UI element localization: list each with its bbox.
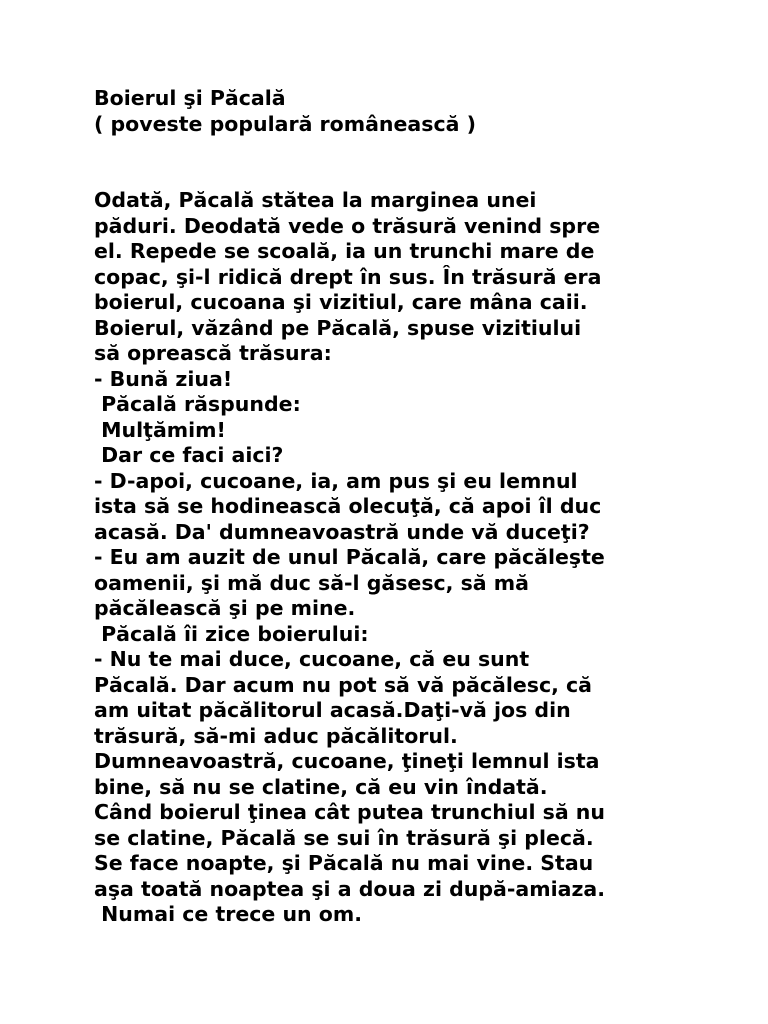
story-line: Odată, Păcală stătea la marginea unei [94, 188, 537, 212]
story-line: acasă. Da' dumneavoastră unde vă duceţi? [94, 519, 590, 544]
story-line: ista să se hodinească olecuţă, că apoi îl duc [94, 494, 602, 518]
story-line: păcălească şi pe mine. [94, 596, 356, 620]
story-line: Dar ce faci aici? [94, 443, 284, 467]
story-line: el. Repede se scoală, ia un trunchi mare de [94, 239, 595, 263]
story-line: Se face noapte, şi Păcală nu mai vine. Stau [94, 851, 594, 875]
document-page [94, 86, 734, 928]
story-line: oamenii, şi mă duc să-l găsesc, să mă [94, 570, 529, 595]
story-line: Păcală răspunde: [94, 392, 301, 416]
story-body [94, 188, 734, 928]
story-line: Mulţămim! [94, 417, 226, 442]
story-line: trăsură, să-mi aduc păcălitorul. [94, 723, 458, 748]
document-title: Boierul şi Păcală [94, 86, 286, 110]
story-line: Păcală îi zice boierului: [94, 621, 369, 646]
story-line: Dumneavoastră, cucoane, ţineţi lemnul ista [94, 749, 600, 773]
story-line: Când boierul ţinea cât putea trunchiul să nu [94, 800, 605, 824]
document-subtitle: ( poveste populară românească ) [94, 111, 476, 136]
story-line: bine, să nu se clatine, că eu vin îndată. [94, 774, 548, 799]
story-line: - Bună ziua! [94, 366, 233, 391]
story-line: Boierul, văzând pe Păcală, spuse vizitiului [94, 315, 582, 340]
story-line: aşa toată noaptea şi a doua zi după-amiaza. [94, 876, 605, 901]
story-line: Păcală. Dar acum nu pot să vă păcălesc, că [94, 672, 593, 697]
story-line: se clatine, Păcală se sui în trăsură şi plecă. [94, 825, 594, 850]
story-line: copac, şi-l ridică drept în sus. În trăsură era [94, 264, 602, 289]
story-line: am uitat păcălitorul acasă.Daţi-vă jos din [94, 698, 571, 722]
spacer [94, 137, 734, 188]
story-line: - D-apoi, cucoane, ia, am pus şi eu lemnul [94, 468, 578, 493]
story-line: să oprească trăsura: [94, 341, 332, 365]
story-line: păduri. Deodată vede o trăsură venind spre [94, 213, 601, 238]
story-line: - Eu am auzit de unul Păcală, care păcăleşte [94, 545, 605, 569]
story-line: - Nu te mai duce, cucoane, că eu sunt [94, 647, 530, 671]
title-block [94, 86, 734, 137]
story-line: boierul, cucoana şi vizitiul, care mâna caii. [94, 290, 588, 314]
story-line: Numai ce trece un om. [94, 902, 363, 926]
